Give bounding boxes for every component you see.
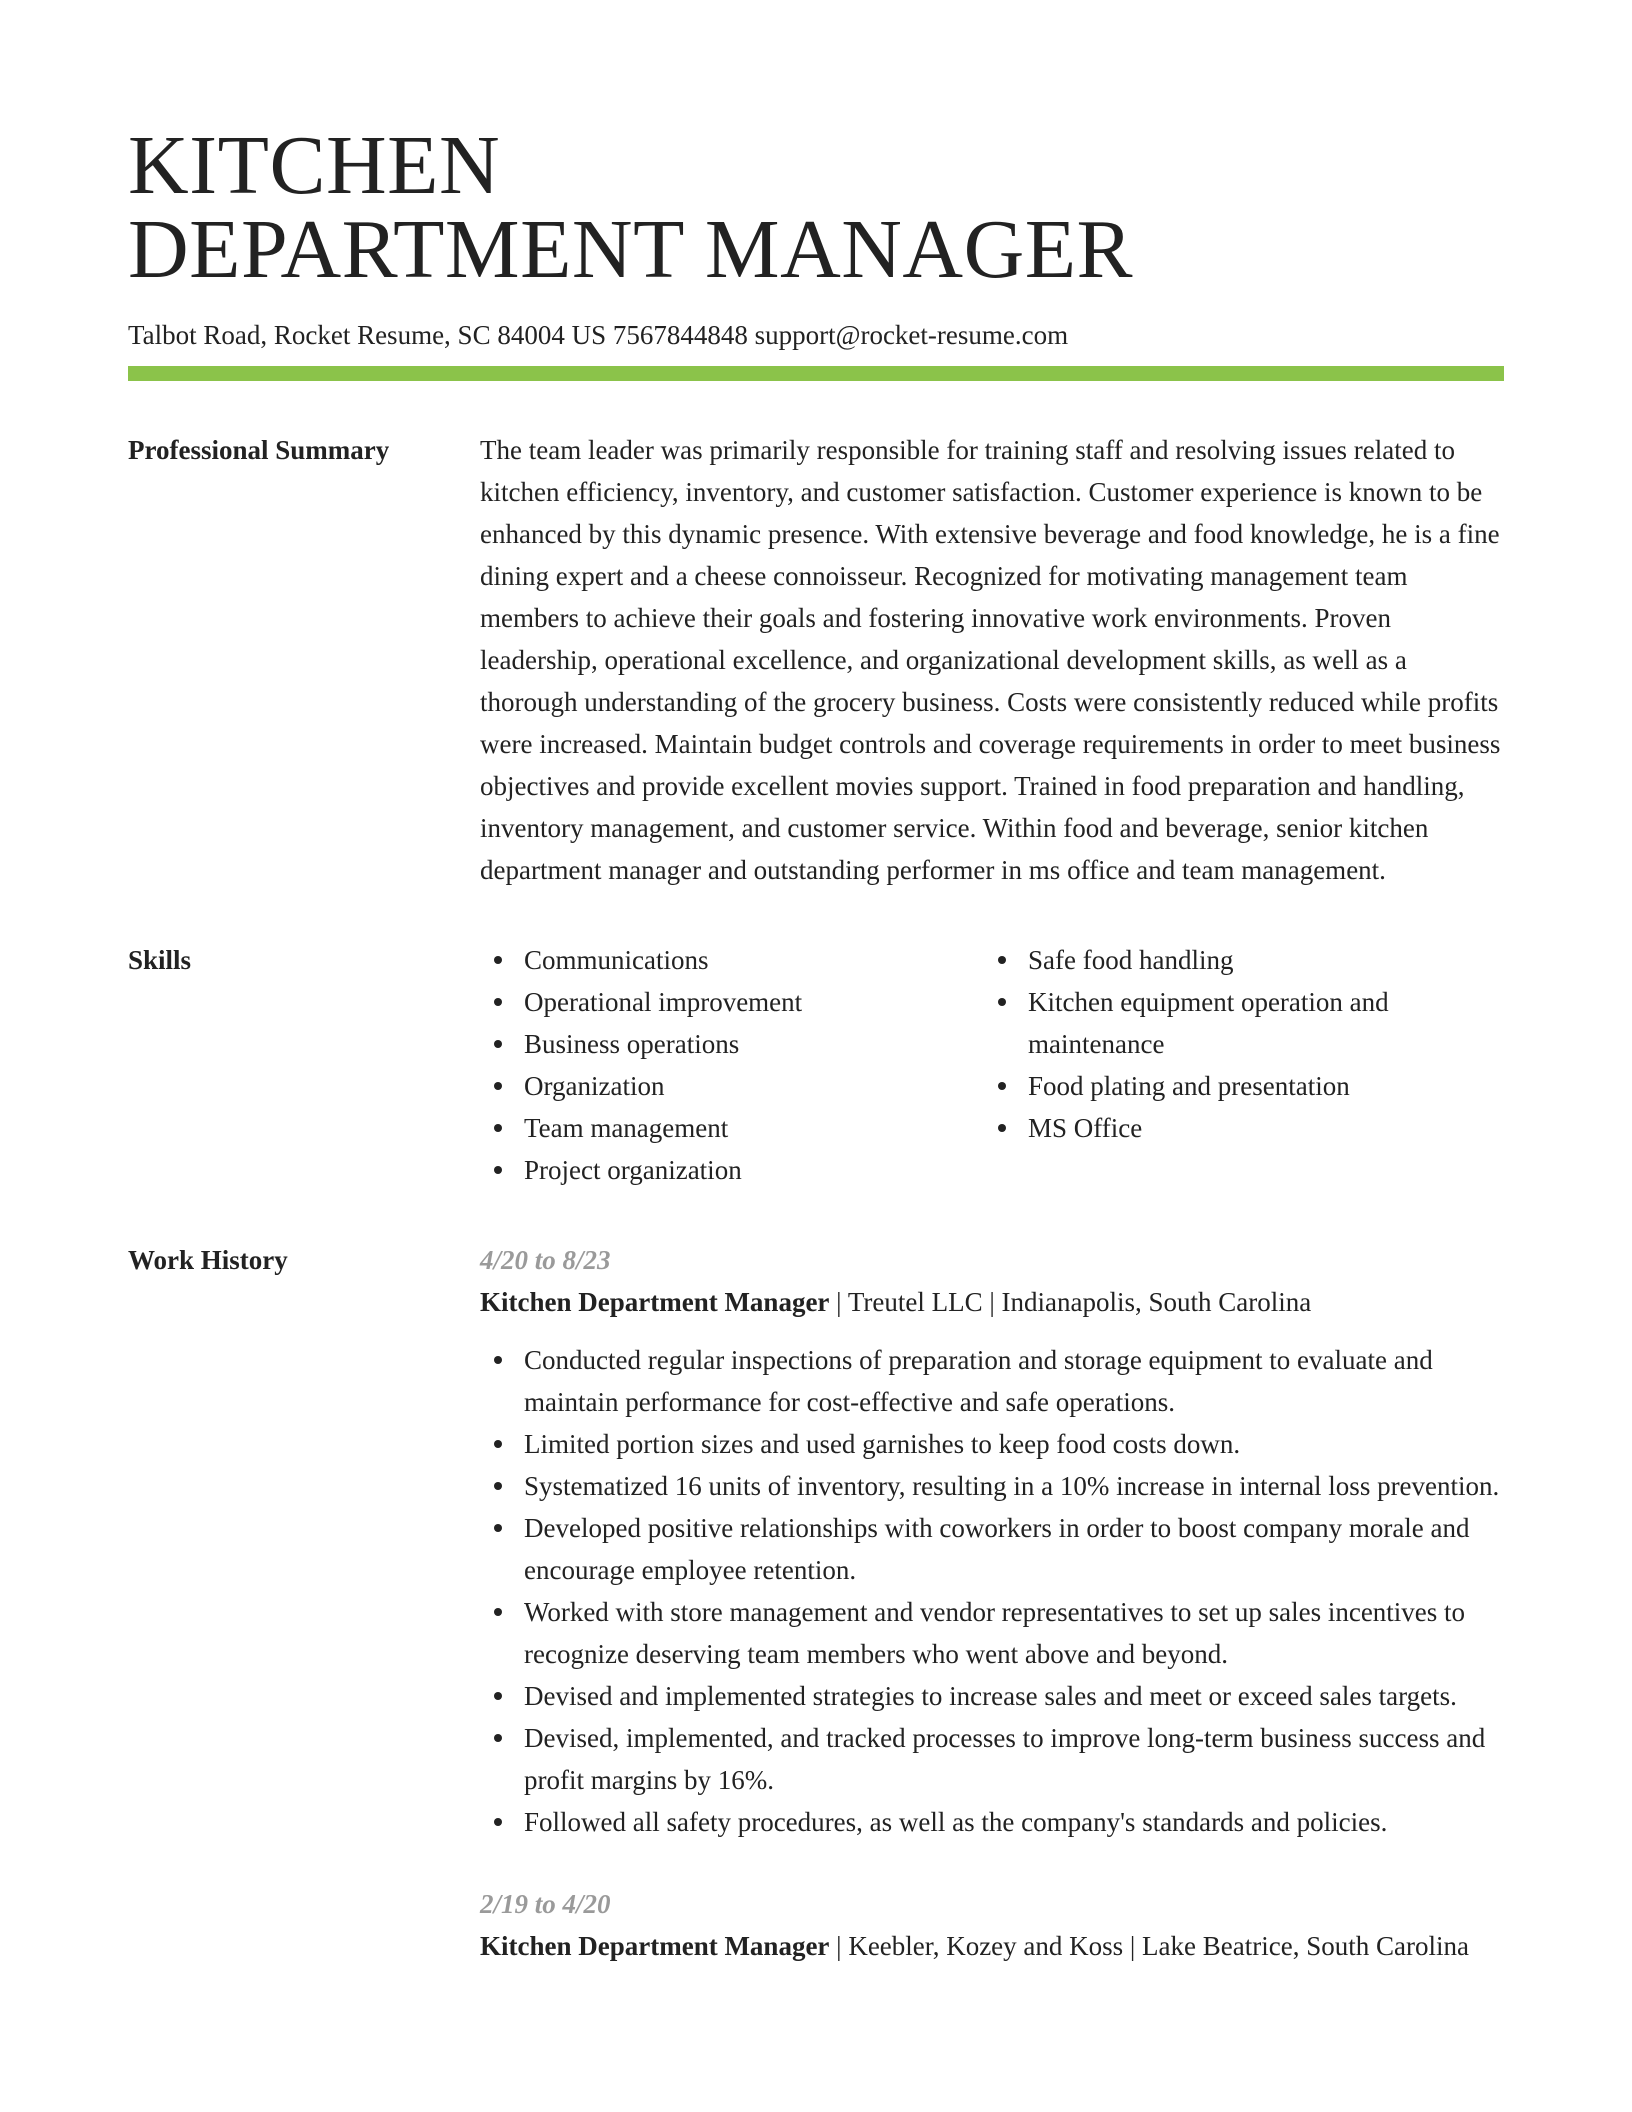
job-title: Kitchen Department Manager <box>480 1287 830 1317</box>
skill-item: Kitchen equipment operation and maintenance <box>984 981 1488 1065</box>
name-line-1: KITCHEN <box>128 119 501 212</box>
skill-item: MS Office <box>984 1107 1488 1149</box>
contact-info: Talbot Road, Rocket Resume, SC 84004 US 7567844848 support@rocket-resume.com <box>128 320 1069 350</box>
job-title: Kitchen Department Manager <box>480 1931 830 1961</box>
job-bullet: Devised and implemented strategies to increase sales and meet or exceed sales targets. <box>480 1675 1504 1717</box>
skill-item: Communications <box>480 939 984 981</box>
skills-list-right <box>984 939 1488 1191</box>
section-label-skills: Skills <box>128 945 192 975</box>
job-entry <box>480 1883 1504 1967</box>
skill-item: Food plating and presentation <box>984 1065 1488 1107</box>
work-history-section <box>128 1239 1504 1967</box>
section-label-summary: Professional Summary <box>128 435 390 465</box>
section-label-work: Work History <box>128 1245 288 1275</box>
job-details: | Keebler, Kozey and Koss | Lake Beatrice, South Carolina <box>829 1931 1469 1961</box>
work-history-body <box>480 1239 1504 1967</box>
job-entry <box>480 1239 1504 1843</box>
job-bullet: Conducted regular inspections of preparation and storage equipment to evaluate and maintain performance for cost-effective and safe operations. <box>480 1339 1504 1423</box>
summary-text: The team leader was primarily responsible for training staff and resolving issues related to kitchen efficiency, inventory, and customer satisfaction. Customer experience is known to be enhanced by this dynamic presence. With extensive beverage and food knowledge, he is a fine dining expert and a cheese connoisseur. Recognized for motivating management team members to achieve their goals and fostering innovative work environments. Proven leadership, operational excellence, and organizational development skills, as well as a thorough understanding of the grocery business. Costs were consistently reduced while profits were increased. Maintain budget controls and coverage requirements in order to meet business objectives and provide excellent movies support. Trained in food preparation and handling, inventory management, and customer service. Within food and beverage, senior kitchen department manager and outstanding performer in ms office and team management. <box>480 435 1501 885</box>
professional-summary-section <box>128 429 1504 891</box>
job-dates: 4/20 to 8/23 <box>480 1245 611 1275</box>
job-bullet: Systematized 16 units of inventory, resulting in a 10% increase in internal loss prevention. <box>480 1465 1504 1507</box>
job-bullet: Limited portion sizes and used garnishes to keep food costs down. <box>480 1423 1504 1465</box>
resume-header <box>128 0 1504 381</box>
job-details: | Treutel LLC | Indianapolis, South Carolina <box>829 1287 1312 1317</box>
job-heading <box>480 1281 1504 1323</box>
job-bullet: Developed positive relationships with coworkers in order to boost company morale and encourage employee retention. <box>480 1507 1504 1591</box>
skill-item: Business operations <box>480 1023 984 1065</box>
skill-item: Operational improvement <box>480 981 984 1023</box>
job-heading <box>480 1925 1504 1967</box>
skills-lists <box>480 939 1504 1191</box>
skill-item: Safe food handling <box>984 939 1488 981</box>
skill-item: Organization <box>480 1065 984 1107</box>
name-line-2: DEPARTMENT MANAGER <box>128 203 1134 296</box>
skills-section <box>128 939 1504 1191</box>
header-divider <box>128 366 1504 381</box>
job-bullet: Followed all safety procedures, as well as the company's standards and policies. <box>480 1801 1504 1843</box>
skill-item: Project organization <box>480 1149 984 1191</box>
skills-list-left <box>480 939 984 1191</box>
job-bullet: Devised, implemented, and tracked processes to improve long-term business success and profit margins by 16%. <box>480 1717 1504 1801</box>
job-dates: 2/19 to 4/20 <box>480 1889 611 1919</box>
job-bullets <box>480 1339 1504 1843</box>
job-bullet: Worked with store management and vendor representatives to set up sales incentives to recognize deserving team members who went above and beyond. <box>480 1591 1504 1675</box>
skill-item: Team management <box>480 1107 984 1149</box>
